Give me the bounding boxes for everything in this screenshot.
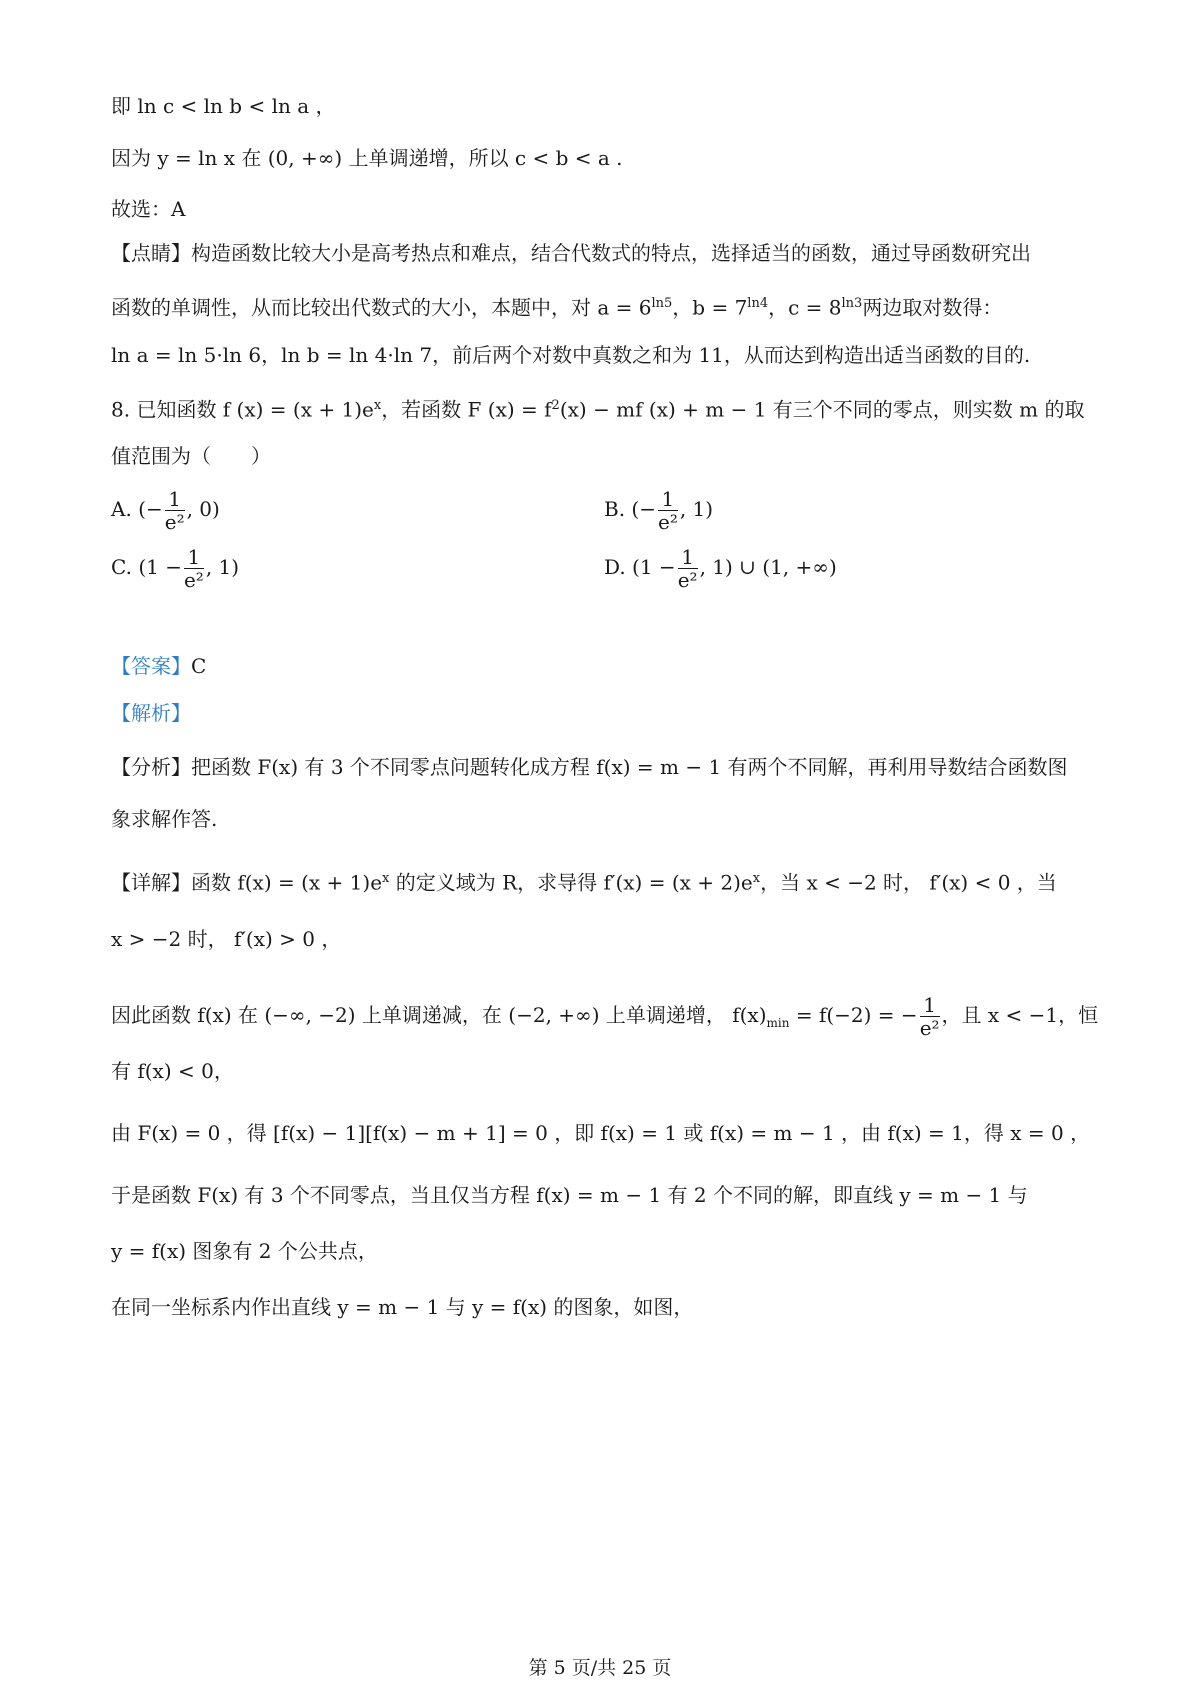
question-8-c: ，若函数 F (x) = f <box>381 397 552 422</box>
option-b-num: 1 <box>658 488 678 511</box>
detail-line-4: 有 f(x) < 0， <box>111 1059 234 1083</box>
detail-line-2: x > −2 时， f′(x) > 0 ， <box>111 927 342 951</box>
exponent-ln3: ln3 <box>841 296 863 311</box>
option-a-den: e² <box>164 510 185 534</box>
analysis-line-2: 象求解作答. <box>111 807 218 831</box>
question-8-e: (x) − mf (x) + m − 1 有三个不同的零点，则实数 m 的取 <box>559 397 1085 422</box>
option-d <box>604 546 837 591</box>
option-b <box>604 488 713 533</box>
option-c-num: 1 <box>184 546 204 569</box>
answer-label: 【答案】 <box>111 654 191 678</box>
detail-fraction <box>920 994 940 1039</box>
option-d-num: 1 <box>678 546 698 569</box>
answer-value: C <box>191 654 207 678</box>
question-8-a: 8. 已知函数 f (x) = (x + 1)e <box>111 397 374 422</box>
remark-line-2-a: 函数的单调性，从而比较出代数式的大小，本题中，对 a = 6 <box>111 295 652 320</box>
detail-line-1 <box>111 864 1057 898</box>
detail-line-1-e: ，当 x < −2 时， f′(x) < 0 ，当 <box>760 870 1057 895</box>
question-8-stem <box>111 391 1084 425</box>
option-a-fraction <box>165 488 185 533</box>
detail-line-3 <box>111 994 1098 1039</box>
detail-line-3-d: ，且 x < −1，恒 <box>941 1003 1099 1027</box>
option-d-den: e² <box>677 568 698 592</box>
page-footer: 第 5 页/共 25 页 <box>528 1657 672 1679</box>
detail-line-1-c: 的定义域为 R，求导得 f′(x) = (x + 2)e <box>389 870 753 895</box>
option-a-post: , 0) <box>186 497 220 521</box>
option-c-fraction <box>184 546 204 591</box>
remark-line-3: ln a = ln 5·ln 6，ln b = ln 4·ln 7，前后两个对数中真数之和为 11，从而达到构造出适当函数的目的. <box>111 343 1031 367</box>
option-b-pre: (− <box>631 497 656 521</box>
detail-fraction-num: 1 <box>920 994 940 1017</box>
subscript-min: min <box>766 1016 790 1030</box>
exponent-2: 2 <box>551 398 560 413</box>
exponent-ln5: ln5 <box>651 296 673 311</box>
answer-line <box>111 651 206 681</box>
text-line-1: 即 ln c < ln b < ln a ， <box>111 94 336 118</box>
text-line-3: 故选：A <box>111 197 186 221</box>
remark-line-2 <box>111 289 1002 323</box>
option-d-pre: (1 − <box>632 555 676 579</box>
detail-line-3-c: = f(−2) = − <box>789 1003 918 1027</box>
remark-line-2-g: 两边取对数得： <box>862 295 1003 320</box>
text-line-2: 因为 y = ln x 在 (0, +∞) 上单调递增，所以 c < b < a . <box>111 146 623 170</box>
detail-line-5: 由 F(x) = 0 ，得 [f(x) − 1][f(x) − m + 1] = 0 ，即 f(x) = 1 或 f(x) = m − 1 ，由 f(x) = 1，得 x = 0 ， <box>111 1121 1091 1145</box>
detail-line-8: 在同一坐标系内作出直线 y = m − 1 与 y = f(x) 的图象，如图， <box>111 1295 694 1319</box>
option-d-fraction <box>678 546 698 591</box>
detail-line-1-a: 【详解】函数 f(x) = (x + 1)e <box>111 870 383 895</box>
exponent-x-2: x <box>382 871 390 886</box>
option-c-post: , 1) <box>205 555 240 579</box>
option-a-num: 1 <box>165 488 185 511</box>
option-b-label: B. <box>604 497 626 521</box>
option-a-label: A. <box>111 497 132 521</box>
option-c-den: e² <box>183 568 204 592</box>
option-a <box>111 488 220 533</box>
detail-line-3-a: 因此函数 f(x) 在 (−∞, −2) 上单调递减，在 (−2, +∞) 上单调递增， f(x) <box>111 1003 767 1027</box>
remark-line-2-e: ，c = 8 <box>768 295 842 320</box>
option-c <box>111 546 239 591</box>
analysis-label: 【解析】 <box>111 701 191 725</box>
option-a-pre: (− <box>138 497 163 521</box>
exponent-ln4: ln4 <box>747 296 769 311</box>
detail-fraction-den: e² <box>919 1016 940 1040</box>
option-d-label: D. <box>604 555 626 579</box>
detail-line-7: y = f(x) 图象有 2 个公共点， <box>111 1239 378 1263</box>
remark-line-2-c: ，b = 7 <box>672 295 748 320</box>
question-8-stem-2: 值范围为（ ） <box>111 444 271 468</box>
remark-line-1: 【点睛】构造函数比较大小是高考热点和难点，结合代数式的特点，选择适当的函数，通过导函数研究出 <box>111 241 1031 265</box>
detail-line-6: 于是函数 F(x) 有 3 个不同零点，当且仅当方程 f(x) = m − 1 有 2 个不同的解，即直线 y = m − 1 与 <box>111 1183 1028 1207</box>
exponent-x-3: x <box>752 871 761 886</box>
option-b-fraction <box>658 488 678 533</box>
option-b-post: , 1) <box>679 497 714 521</box>
option-c-label: C. <box>111 555 132 579</box>
option-b-den: e² <box>657 510 678 534</box>
option-c-pre: (1 − <box>138 555 182 579</box>
option-d-post: , 1) ∪ (1, +∞) <box>699 555 837 579</box>
analysis-line-1: 【分析】把函数 F(x) 有 3 个不同零点问题转化成方程 f(x) = m − 1 有两个不同解，再利用导数结合函数图 <box>111 755 1068 779</box>
exponent-x-1: x <box>373 398 382 413</box>
